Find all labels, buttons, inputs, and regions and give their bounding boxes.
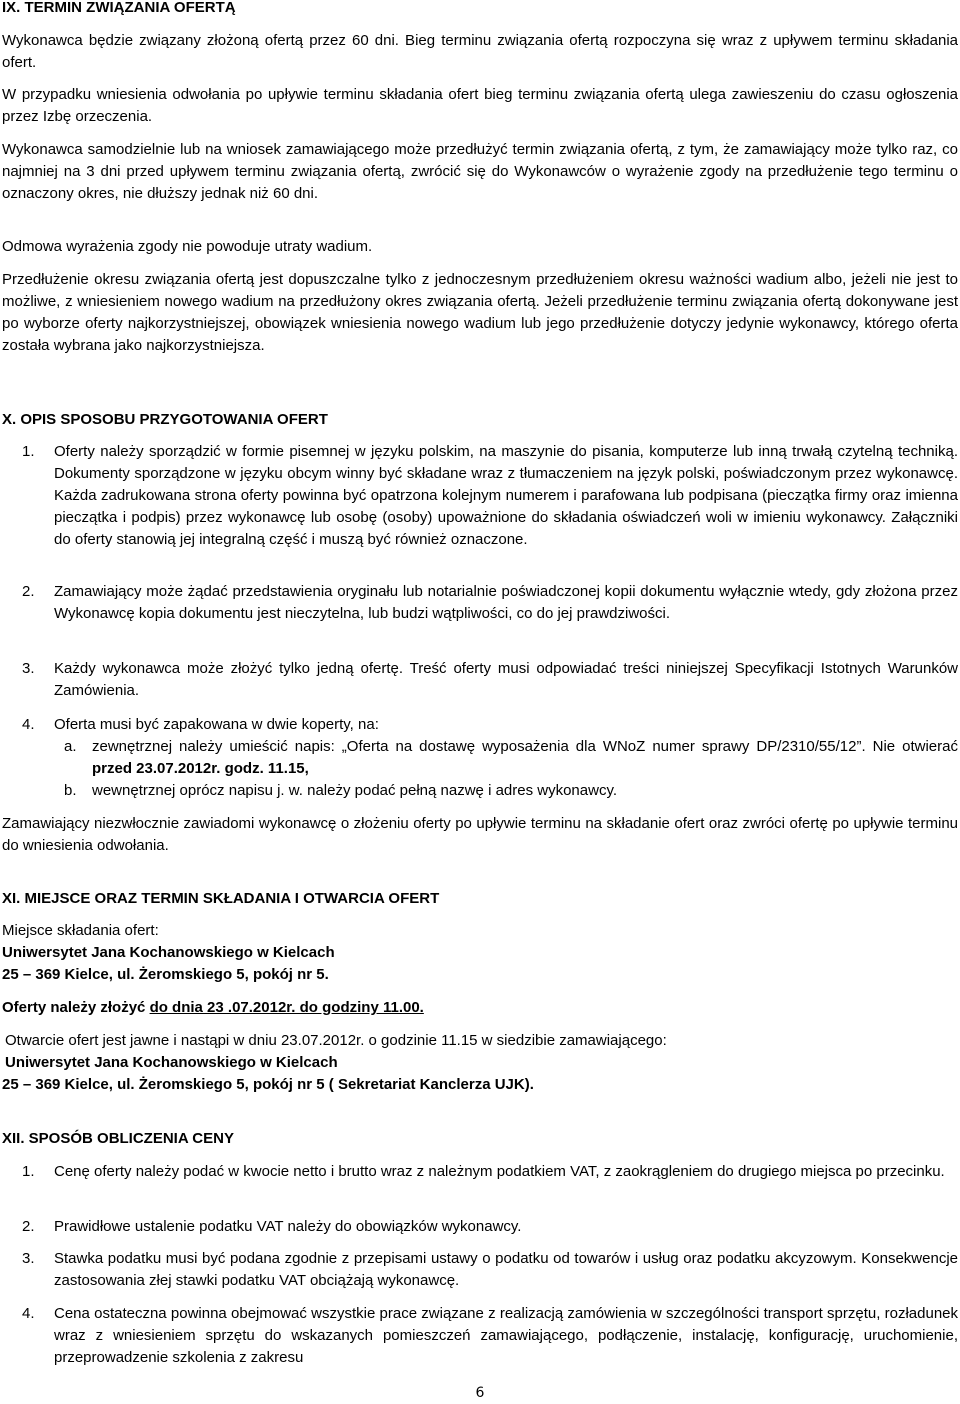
- s9-paragraph-4: Odmowa wyrażenia zgody nie powoduje utraty wadium.: [2, 238, 373, 255]
- section-9-body: [2, 30, 958, 74]
- university-address-2: 25 – 369 Kielce, ul. Żeromskiego 5, pokój nr 5 ( Sekretariat Kanclerza UJK).: [2, 1076, 534, 1093]
- section-10: [2, 409, 958, 431]
- s10-sub-item-a: a. zewnętrznej należy umieścić napis: „Oferta na dostawę wyposażenia dla WNoZ numer sprawy DP/2310/55/12”. Nie otwierać przed 23.07.2012r. godz. 11.15,: [64, 738, 958, 777]
- s10-list-item-4: 4. Oferta musi być zapakowana w dwie koperty, na:: [22, 716, 379, 733]
- section-10-title: X. OPIS SPOSOBU PRZYGOTOWANIA OFERT: [2, 411, 328, 428]
- page-number: 6: [475, 1385, 485, 1401]
- s10-sub-item-b: b. wewnętrznej oprócz napisu j. w. należy podać pełną nazwę i adres wykonawcy.: [64, 782, 617, 799]
- s9-paragraph-3: Wykonawca samodzielnie lub na wniosek zamawiającego może przedłużyć termin związania ofertą, z tym, że zamawiający może tylko raz, co najmniej na 3 dni przed upływem terminu związania ofertą, zwrócić się do Wykonawców o wyrażenie zgody na przedłużenie tego terminu o oznaczony okres, nie dłuższy jednak niż 60 dni.: [2, 141, 958, 202]
- university-name-2: Uniwersytet Jana Kochanowskiego w Kielcach: [5, 1054, 338, 1071]
- university-name: Uniwersytet Jana Kochanowskiego w Kielcach: [2, 944, 335, 961]
- university-address: 25 – 369 Kielce, ul. Żeromskiego 5, pokój nr 5.: [2, 966, 329, 983]
- s10-list-item-1: 1. Oferty należy sporządzić w formie pisemnej w języku polskim, na maszynie do pisania, komputerze lub inną trwałą czytelną techniką. Dokumenty sporządzone w języku obcym winny być składane wraz z tłumaczeniem na język polski, poświadczonym przez wykonawcę. Każda zadrukowana strona oferty powinna być opatrzona kolejnym numerem i parafowana lub podpisana (pieczątka firmy oraz imienna pieczątka i podpis) przez wykonawcę lub osobę (osoby) upoważnione do składania oświadczeń woli w imieniu wykonawcy. Załączniki do oferty stanowią jej integralną część i muszą być również oznaczone.: [22, 443, 958, 548]
- section-11: [2, 888, 958, 910]
- s9-paragraph-5: Przedłużenie okresu związania ofertą jest dopuszczalne tylko z jednoczesnym przedłużeniem okresu ważności wadium albo, jeżeli nie jest to możliwe, z wniesieniem nowego wadium na przedłużony okres związania ofertą. Jeżeli przedłużenie terminu związania ofertą dokonywane jest po wyborze oferty najkorzystniejszej, obowiązek wniesienia nowego wadium lub jego przedłużenie dotyczy jedynie wykonawcy, którego oferta została wybrana jako najkorzystniejsza.: [2, 271, 958, 354]
- s12-list-item-3: 3. Stawka podatku musi być podana zgodnie z przepisami ustawy o podatku od towarów i usług oraz podatku akcyzowym. Konsekwencje zastosowania złej stawki podatku VAT obciążają wykonawcę.: [22, 1250, 958, 1289]
- submission-deadline: Oferty należy złożyć do dnia 23 .07.2012r. do godziny 11.00.: [2, 999, 424, 1016]
- opening-info: Otwarcie ofert jest jawne i nastąpi w dniu 23.07.2012r. o godzinie 11.15 w siedzibie zamawiającego:: [5, 1032, 667, 1049]
- s9-paragraph-1: Wykonawca będzie związany złożoną ofertą przez 60 dni. Bieg terminu związania ofertą rozpoczyna się wraz z upływem terminu składania ofert.: [2, 32, 958, 71]
- s10-list-item-2: 2. Zamawiający może żądać przedstawienia oryginału lub notarialnie poświadczonej kopii dokumentu wyłącznie wtedy, gdy złożona przez Wykonawcę kopia dokumentu jest nieczytelna, lub budzi wątpliwości, co do jej prawdziwości.: [22, 583, 958, 622]
- section-9: [2, 0, 958, 19]
- s10-closing-paragraph: Zamawiający niezwłocznie zawiadomi wykonawcę o złożeniu oferty po upływie terminu na składanie ofert oraz zwróci ofertę po upływie terminu do wniesienia odwołania.: [2, 815, 958, 854]
- s12-list-item-2: 2. Prawidłowe ustalenie podatku VAT należy do obowiązków wykonawcy.: [22, 1218, 522, 1235]
- s10-list-item-3: 3. Każdy wykonawca może złożyć tylko jedną ofertę. Treść oferty musi odpowiadać treści niniejszej Specyfikacji Istotnych Warunków Zamówienia.: [22, 660, 958, 699]
- place-label: Miejsce składania ofert:: [2, 922, 159, 939]
- section-12-title: XII. SPOSÓB OBLICZENIA CENY: [2, 1130, 234, 1147]
- s12-list-item-4: 4. Cena ostateczna powinna obejmować wszystkie prace związane z realizacją zamówienia w szczególności transport sprzętu, rozładunek wraz z wniesieniem sprzętu do wskazanych pomieszczeń zamawiającego, podłączenie, instalację, konfigurację, uruchomienie, przeprowadzenie szkolenia z zakresu: [22, 1305, 958, 1366]
- s9-paragraph-2: W przypadku wniesienia odwołania po upływie terminu składania ofert bieg terminu związania ofertą ulega zawieszeniu do czasu ogłoszenia przez Izbę orzeczenia.: [2, 86, 958, 125]
- s12-list-item-1: 1. Cenę oferty należy podać w kwocie netto i brutto wraz z należnym podatkiem VAT, z zaokrągleniem do drugiego miejsca po przecinku.: [22, 1163, 945, 1180]
- section-12: [2, 1128, 958, 1150]
- section-11-title: XI. MIEJSCE ORAZ TERMIN SKŁADANIA I OTWARCIA OFERT: [2, 890, 440, 907]
- section-9-title: IX. TERMIN ZWIĄZANIA OFERTĄ: [2, 0, 236, 16]
